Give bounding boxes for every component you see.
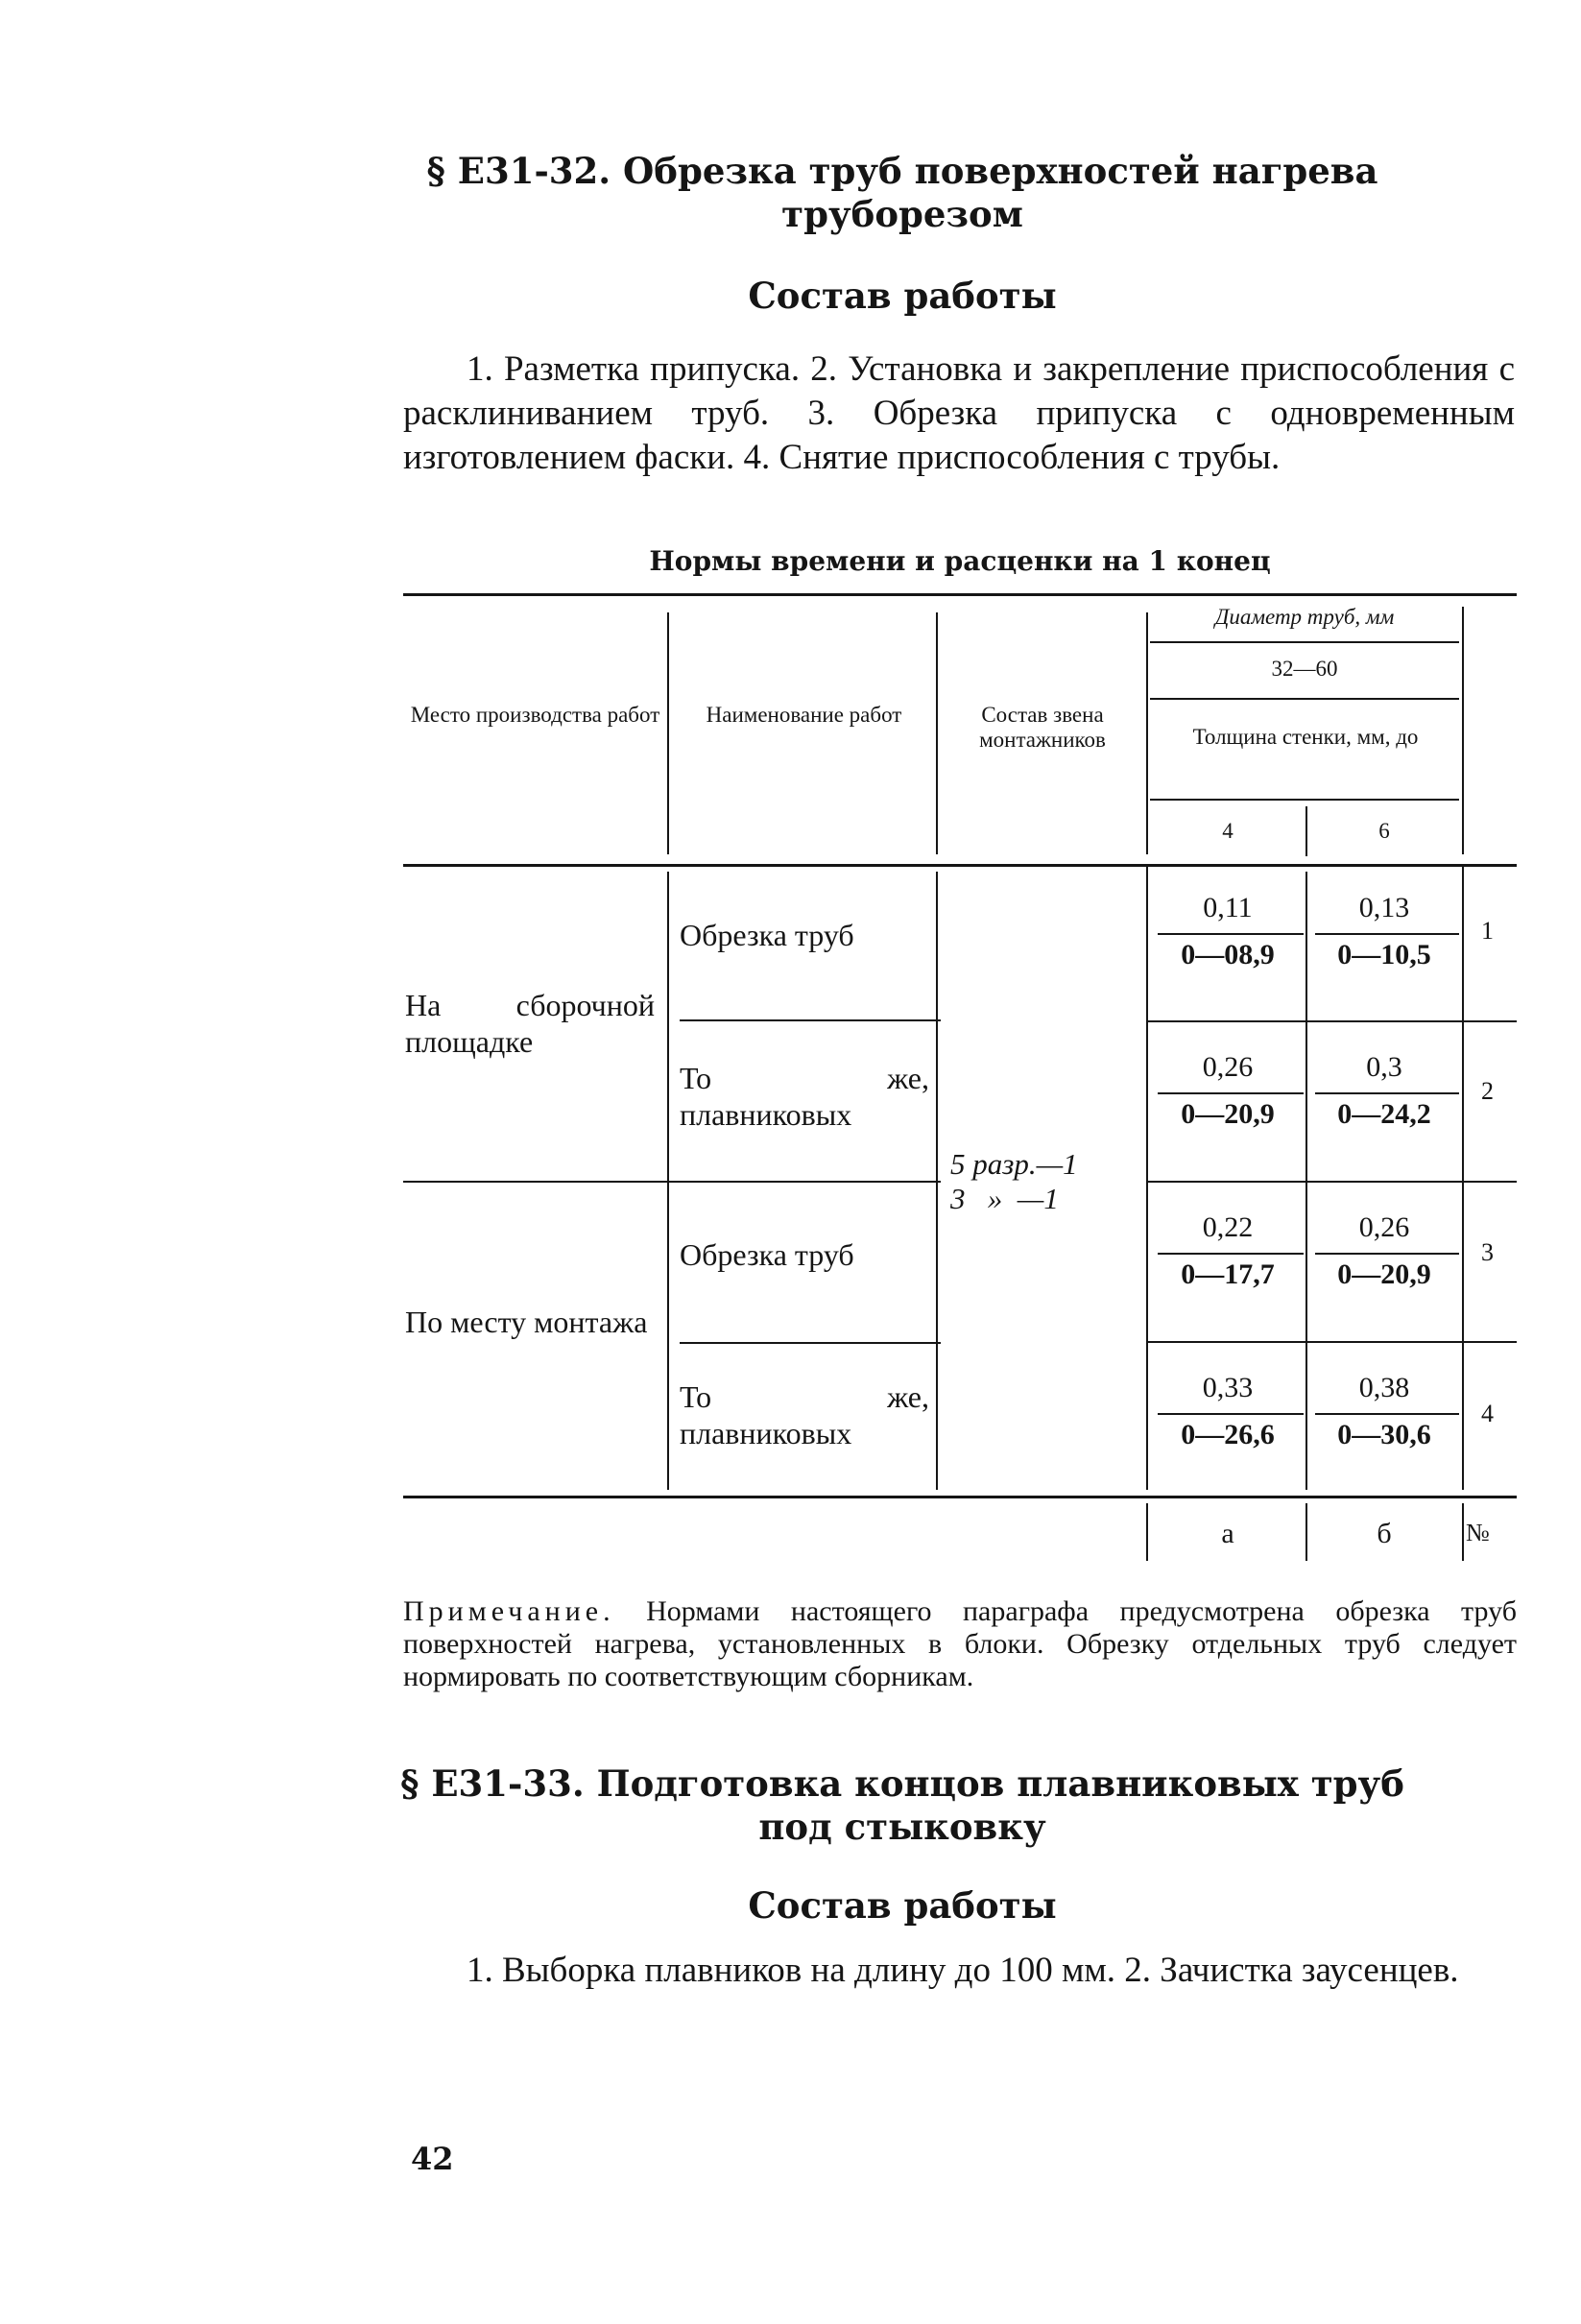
hdr-col1-rule <box>667 612 669 854</box>
row3-number: 3 <box>1481 1238 1494 1266</box>
row3-divider <box>680 1342 941 1344</box>
section2-body-text: 1. Выборка плавников на длину до 100 мм. 2. Зачистка заусенцев. <box>467 1951 1459 1990</box>
header-diameter-range: 32—60 <box>1271 657 1338 681</box>
group-divider <box>403 1181 941 1183</box>
section1-title-line1: § Е31-32. Обрезка труб поверхностей нагрева <box>426 150 1378 192</box>
row4-price-b: 0—30,6 <box>1337 1419 1431 1450</box>
header-wall-4: 4 <box>1222 819 1234 843</box>
row2-price-b: 0—24,2 <box>1337 1098 1431 1130</box>
header-crew: Состав звена монтажников <box>979 703 1106 752</box>
header-bottom-rule <box>403 864 1517 867</box>
foot-col5-rule <box>1462 1503 1464 1561</box>
section2-title-line2: под стыковку <box>758 1806 1046 1848</box>
row4-price-a: 0—26,6 <box>1181 1419 1275 1450</box>
group-place-2: По месту монтажа <box>405 1305 648 1339</box>
row1-norm-b: 0,13 <box>1358 892 1410 923</box>
header-place: Место производства работ <box>410 703 660 727</box>
table-caption: Нормы времени и расценки на 1 конец <box>649 545 1271 577</box>
row2-mid-b <box>1315 1092 1459 1094</box>
row2-price-a: 0—20,9 <box>1181 1098 1275 1130</box>
row4-norm-a: 0,33 <box>1202 1372 1254 1403</box>
row1-number: 1 <box>1481 917 1494 945</box>
body-col5-rule <box>1462 866 1464 1490</box>
section1-subtitle: Состав работы <box>748 275 1057 317</box>
body-bottom-rule <box>403 1496 1517 1498</box>
diameter-divider <box>1150 641 1459 643</box>
row1-divider <box>680 1019 941 1021</box>
header-work: Наименование работ <box>706 703 902 727</box>
footer-col-b: б <box>1377 1518 1392 1549</box>
row2-mid-a <box>1158 1092 1304 1094</box>
body-col1-rule <box>667 872 669 1490</box>
page-number: 42 <box>411 2141 454 2177</box>
header-diameter: Диаметр труб, мм <box>1214 605 1395 629</box>
row4-number: 4 <box>1481 1400 1494 1427</box>
row3-price-b: 0—20,9 <box>1337 1258 1431 1290</box>
header-wall: Толщина стенки, мм, до <box>1192 725 1419 749</box>
row3-mid-b <box>1315 1253 1459 1255</box>
hdr-col3-rule <box>1146 612 1148 854</box>
hdr-col5-rule <box>1462 607 1464 854</box>
note-text: Нормами настоящего параграфа предусмотрена обрезка труб поверхностей нагрева, установленных в блоки. Обрезку отдельных труб следует нормировать по соответствующим сборникам. <box>403 1595 1517 1692</box>
body-col3-rule <box>1146 866 1148 1490</box>
row4-work: То же, плавниковых <box>680 1379 929 1450</box>
hdr-col2-rule <box>936 612 938 854</box>
section1-body-text: 1. Разметка припуска. 2. Установка и закрепление приспособления с расклиниванием труб. 3. Обрезка припуска с одновременным изготовлением фаски. 4. Снятие приспособления с трубы. <box>403 349 1515 477</box>
body-col2-rule <box>936 872 938 1490</box>
row3-price-a: 0—17,7 <box>1181 1258 1275 1290</box>
wall-divider <box>1150 799 1459 801</box>
row3-norm-b: 0,26 <box>1358 1211 1410 1243</box>
crew-composition: 5 разр.—1 3 » —1 <box>950 1147 1078 1215</box>
section1-body <box>403 347 1515 480</box>
row3-mid-a <box>1158 1253 1304 1255</box>
group-place-1: На сборочной площадке <box>405 988 655 1059</box>
row1-mid-b <box>1315 933 1459 935</box>
row2-norm-b: 0,3 <box>1366 1051 1402 1083</box>
section1-title-line2: труборезом <box>781 193 1023 235</box>
row1-price-a: 0—08,9 <box>1181 939 1275 970</box>
table-top-rule <box>403 593 1517 596</box>
row1-mid-a <box>1158 933 1304 935</box>
row1-price-b: 0—10,5 <box>1337 939 1431 970</box>
footer-col-a: а <box>1221 1518 1234 1549</box>
row4-mid-b <box>1315 1413 1459 1415</box>
row3-work: Обрезка труб <box>680 1237 854 1272</box>
row2-norm-a: 0,26 <box>1202 1051 1254 1083</box>
note-lead: Примечание. <box>403 1595 615 1627</box>
section2-subtitle: Состав работы <box>748 1884 1057 1927</box>
row2-work: То же, плавниковых <box>680 1061 929 1132</box>
row1-norm-a: 0,11 <box>1203 892 1253 923</box>
table-note <box>403 1595 1517 1693</box>
row3-norm-a: 0,22 <box>1202 1211 1254 1243</box>
row1-work: Обрезка труб <box>680 918 854 952</box>
row4-norm-b: 0,38 <box>1358 1372 1410 1403</box>
section2-title-line1: § Е31-33. Подготовка концов плавниковых труб <box>400 1762 1404 1805</box>
foot-col3-rule <box>1146 1503 1148 1561</box>
footer-col-no: № <box>1466 1519 1490 1546</box>
section2-body <box>403 1949 1515 1993</box>
row2-number: 2 <box>1481 1077 1494 1105</box>
header-wall-6: 6 <box>1378 819 1390 843</box>
range-divider <box>1150 698 1459 700</box>
row4-mid-a <box>1158 1413 1304 1415</box>
